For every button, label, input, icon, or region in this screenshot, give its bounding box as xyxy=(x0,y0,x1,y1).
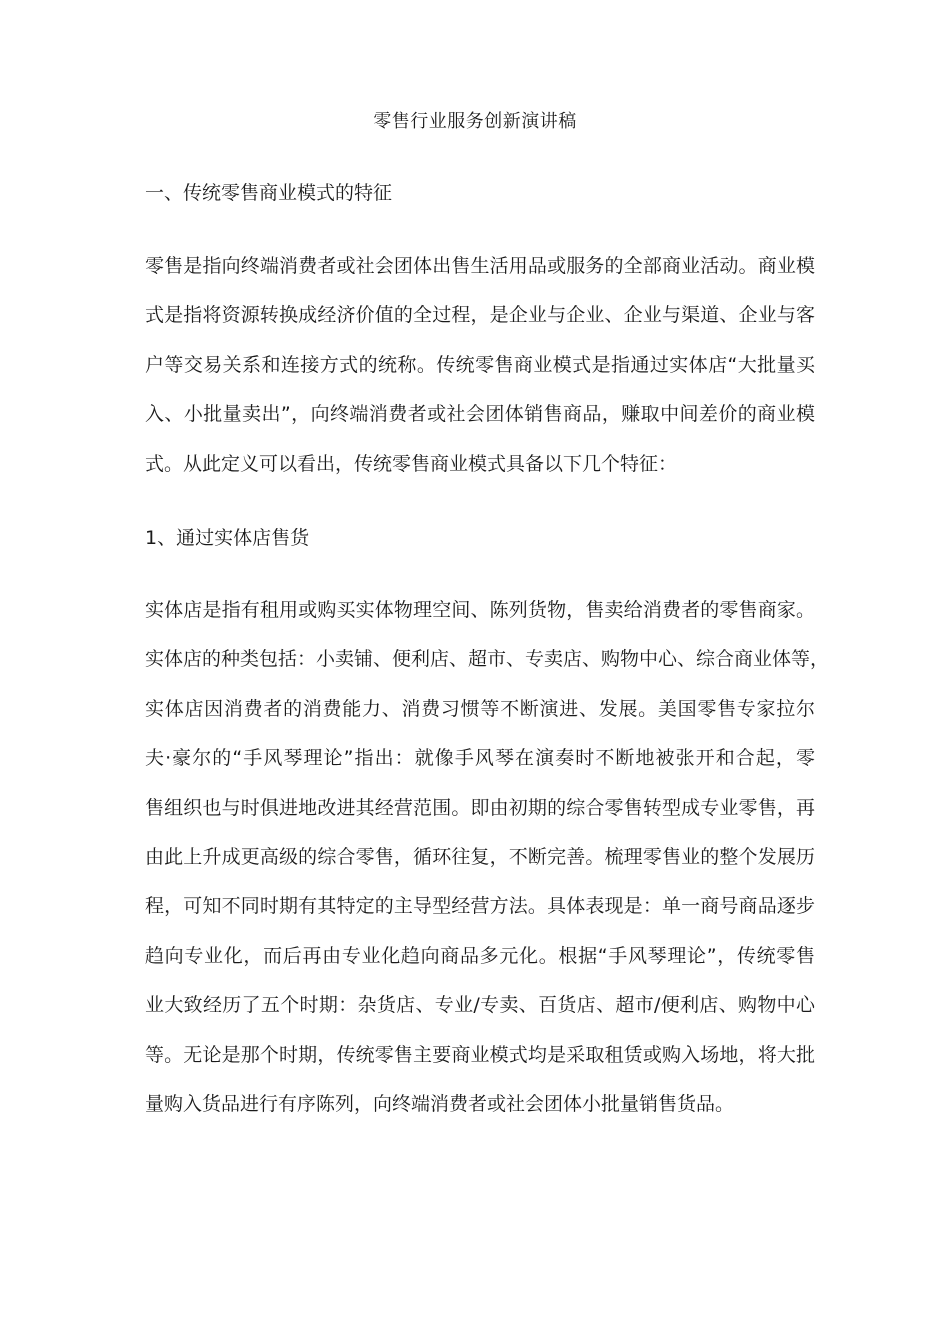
paragraph-line: 实体店是指有租用或购买实体物理空间、陈列货物，售卖给消费者的零售商家。 xyxy=(145,599,815,621)
paragraph-line: 式。从此定义可以看出，传统零售商业模式具备以下几个特征： xyxy=(145,452,678,475)
paragraph-line: 夫·豪尔的“手风琴理论”指出：就像手风琴在演奏时不断地被张开和合起，零 xyxy=(145,747,815,770)
paragraph-definition xyxy=(145,252,815,499)
paragraph-physical-store xyxy=(145,596,830,1139)
paragraph-line: 售组织也与时俱进地改进其经营范围。即由初期的综合零售转型成专业零售，再 xyxy=(145,796,815,819)
paragraph-line: 等。无论是那个时期，传统零售主要商业模式均是采取租赁或购入场地，将大批 xyxy=(145,1043,815,1066)
subsection-heading: 1、通过实体店售货 xyxy=(145,527,310,549)
paragraph-line: 入、小批量卖出”，向终端消费者或社会团体销售商品，赚取中间差价的商业模 xyxy=(145,403,815,426)
paragraph-line: 趋向专业化，而后再由专业化趋向商品多元化。根据“手风琴理论”，传统零售 xyxy=(145,944,815,967)
paragraph-line: 业大致经历了五个时期：杂货店、专业/专卖、百货店、超市/便利店、购物中心 xyxy=(145,994,815,1017)
paragraph-line: 实体店的种类包括：小卖铺、便利店、超市、专卖店、购物中心、综合商业体等， xyxy=(145,648,830,671)
document-title: 零售行业服务创新演讲稿 xyxy=(373,111,577,132)
paragraph-line: 实体店因消费者的消费能力、消费习惯等不断演进、发展。美国零售专家拉尔 xyxy=(145,697,815,720)
paragraph-line: 零售是指向终端消费者或社会团体出售生活用品或服务的全部商业活动。商业模 xyxy=(145,255,815,277)
paragraph-line: 户等交易关系和连接方式的统称。传统零售商业模式是指通过实体店“大批量买 xyxy=(145,353,815,376)
section-heading: 一、传统零售商业模式的特征 xyxy=(145,182,393,204)
paragraph-line: 式是指将资源转换成经济价值的全过程，是企业与企业、企业与渠道、企业与客 xyxy=(145,304,815,327)
paragraph-line: 程，可知不同时期有其特定的主导型经营方法。具体表现是：单一商号商品逐步 xyxy=(145,895,815,918)
paragraph-line: 量购入货品进行有序陈列，向终端消费者或社会团体小批量销售货品。 xyxy=(145,1092,735,1115)
paragraph-line: 由此上升成更高级的综合零售，循环往复，不断完善。梳理零售业的整个发展历 xyxy=(145,845,815,868)
